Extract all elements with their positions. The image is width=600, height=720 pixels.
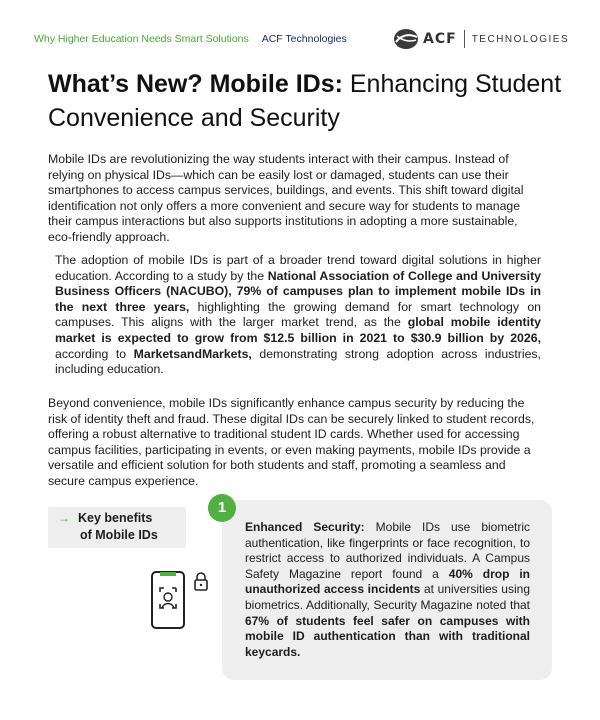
p2-bold-1: National Association of College and University Business Officers (NACUBO), 79% of campuses plan to implement mobile IDs in the next three years,	[55, 268, 542, 314]
benefit-number-badge: 1	[208, 494, 236, 522]
card-bold-1: Enhanced Security:	[245, 520, 365, 534]
p2-text-4: demonstrating strong adoption across industries, including education.	[55, 346, 541, 377]
header-company-name: ACF Technologies	[261, 33, 347, 45]
card-bold-3: 67% of students feel safer on campuses with mobile ID authentication than with traditional keycards.	[245, 613, 530, 659]
intro-paragraph: Mobile IDs are revolutionizing the way students interact with their campus. Instead of relying on physical IDs—which can be easily lost or damaged, students can use their smartphones to access campus services, buildings, and events. This shift toward digital identification not only offers a more convenient and secure way for students to manage their campus interactions but also supports institutions in adopting a more sustainable, eco-friendly approach.	[48, 152, 524, 244]
phone-face-id-lock-icon	[148, 568, 214, 634]
key-benefits-tag	[48, 507, 186, 548]
card-bold-2: 40% drop in unauthorized access incidents	[245, 566, 530, 597]
p2-bold-3: MarketsandMarkets,	[133, 346, 252, 361]
acf-logo	[393, 28, 569, 50]
page-title	[48, 67, 568, 135]
benefit-card-text	[245, 520, 530, 660]
card-text-2: at universities using biometrics. Additionally, Security Magazine noted that	[245, 582, 530, 612]
title-rest: Enhancing Student Convenience and Security	[48, 70, 562, 132]
card-text-1: Mobile IDs use biometric authentication, like fingerprints or face recognition, to restrict access to authorized individuals. A Campus Safety Magazine report found a	[245, 520, 531, 581]
p2-text-3: according to	[55, 346, 134, 361]
security-paragraph: Beyond convenience, mobile IDs significantly enhance campus security by reducing the risk of identity theft and fraud. These digital IDs can be securely linked to student records, offering a robust alternative to traditional student ID cards. Whether used for accessing campus facilities, participating in events, or even making payments, mobile IDs provide a versatile and efficient solution for both students and staff, promoting a seamless and secure campus experience.	[48, 396, 535, 488]
header-section-title: Why Higher Education Needs Smart Solutions	[34, 33, 249, 45]
logo-divider	[464, 30, 465, 48]
benefits-tag-line1: Key benefits	[78, 511, 153, 525]
adoption-paragraph	[55, 253, 541, 378]
p2-text-2: highlighting the growing demand for smart technology on campuses. This aligns with the larger market trend, as the	[55, 299, 541, 330]
benefits-tag-line2: of Mobile IDs	[80, 528, 158, 542]
arrow-right-icon: →	[58, 511, 70, 525]
p2-text-1: The adoption of mobile IDs is part of a broader trend toward digital solutions in higher education. According to a study by the	[55, 253, 541, 283]
header-breadcrumb	[34, 33, 347, 45]
p2-bold-2: global mobile identity market is expected to grow from $12.5 billion in 2021 to $30.9 billion by 2026,	[55, 315, 541, 345]
logo-sub-text: TECHNOLOGIES	[471, 33, 570, 45]
acf-globe-icon	[393, 28, 419, 50]
title-bold: What’s New? Mobile IDs:	[48, 70, 343, 98]
logo-brand-text: ACF	[423, 31, 457, 47]
